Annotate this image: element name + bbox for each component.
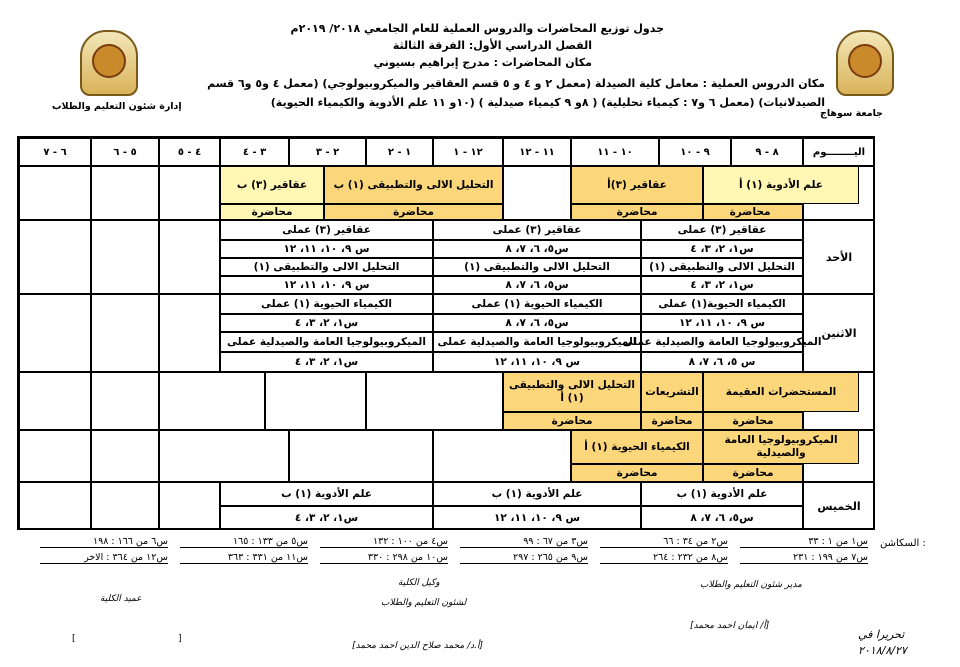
sat-lecture-label: محاضرة <box>571 204 703 220</box>
sat-lecture-label: محاضرة <box>324 204 503 220</box>
header-title: جدول توزيع المحاضرات والدروس العملية للعام الجامعي ٢٠١٨/ ٢٠١٩م <box>290 22 664 35</box>
section-range: س١٢ من ٣٦٤ : الاخر <box>40 552 168 564</box>
vice-dean-name: [أ.د/ محمد صلاح الدين احمد محمد] <box>352 641 483 651</box>
section-range: س٩ من ٢٦٥ : ٢٩٧ <box>460 552 588 564</box>
empty-cell <box>19 220 91 294</box>
written-date: ٢٠١٨/٨/٢٧ <box>858 644 907 657</box>
dean-title: عميد الكلية <box>100 594 142 604</box>
mon-sections: س ٩، ١٠، ١١، ١٢ <box>433 352 641 372</box>
tue-lecture-label: محاضرة <box>641 412 703 430</box>
empty-cell <box>159 166 220 220</box>
sat-pharmacology-a: علم الأدوية (١) أ <box>703 166 859 204</box>
sun-pharmacognosy-lab: عقاقير (٣) عملى <box>220 220 433 240</box>
empty-cell <box>19 482 91 530</box>
vice-dean-title: وكيل الكلية <box>398 578 440 588</box>
sat-lecture-label: محاضرة <box>703 204 803 220</box>
header-lab-place-cont: الصيدلانيات) (معمل ٦ و٧ : كيمياء تحليلية) ( ٨و ٩ كيمياء صيدلية ) (١٠و ١١ علم الأدوية والكيمياء الحيوية) <box>270 96 825 109</box>
mon-micro-lab: الميكروبيولوجيا العامة والصيدلية عملى <box>433 332 641 352</box>
tue-lecture-label: محاضرة <box>503 412 641 430</box>
mon-sections: س ٩، ١٠، ١١، ١٢ <box>641 314 803 332</box>
sat-pharmacognosy-a: عقاقير (٣)أ <box>571 166 703 204</box>
day-sunday: الأحد <box>803 220 875 294</box>
sun-sections: س١، ٢، ٣، ٤ <box>641 276 803 294</box>
empty-cell <box>91 372 159 430</box>
time-header: ٣ - ٤ <box>220 138 289 166</box>
sun-sections: س ٩، ١٠، ١١، ١٢ <box>220 240 433 258</box>
empty-cell <box>91 294 159 372</box>
empty-cell <box>91 430 159 482</box>
mon-biochem-lab: الكيمياء الحيوية (١) عملى <box>433 294 641 314</box>
timetable <box>17 136 875 530</box>
section-range: س٧ من ١٩٩ : ٢٣١ <box>740 552 868 564</box>
empty-cell <box>19 166 91 220</box>
time-header: ٩ - ١٠ <box>659 138 731 166</box>
empty-cell <box>159 294 220 372</box>
department-name: إدارة شئون التعليم والطلاب <box>52 101 182 112</box>
header-semester: الفصل الدراسي الأول: الفرقة الثالثة <box>392 39 592 52</box>
director-name: [أ/ ايمان احمد محمد] <box>690 621 770 631</box>
day-column-header: اليــــــــوم <box>803 138 875 166</box>
mon-sections: س١، ٢، ٣، ٤ <box>220 314 433 332</box>
dean-bracket: [ <box>72 634 76 644</box>
written-label: تحريرا في <box>858 628 905 641</box>
section-range: س١ من ١ : ٣٣ <box>740 536 868 548</box>
thu-pharmacology-b: علم الأدوية (١) ب <box>433 482 641 506</box>
mon-sections: س ٥، ٦، ٧، ٨ <box>641 352 803 372</box>
header-lecture-place: مكان المحاضرات : مدرج إبراهيم بسيوني <box>373 56 592 69</box>
empty-cell <box>159 430 289 482</box>
sat-lecture-label: محاضرة <box>220 204 324 220</box>
sun-pharmacognosy-lab: عقاقير (٣) عملى <box>433 220 641 240</box>
thu-sections: س ٩، ١٠، ١١، ١٢ <box>433 506 641 530</box>
section-range: س٢ من ٣٤ : ٦٦ <box>600 536 728 548</box>
mon-sections: س١، ٢، ٣، ٤ <box>220 352 433 372</box>
sun-sections: س١، ٢، ٣، ٤ <box>641 240 803 258</box>
section-range: س٨ من ٢٣٢ : ٢٦٤ <box>600 552 728 564</box>
empty-cell <box>433 430 571 482</box>
sun-analytical-lab: التحليل الالى والتطبيقى (١) <box>220 258 433 276</box>
thu-pharmacology-b: علم الأدوية (١) ب <box>641 482 803 506</box>
wed-biochem-a: الكيمياء الحيوية (١) أ <box>571 430 703 464</box>
mon-micro-lab: الميكروبيولوجيا العامة والصيدلية عملى <box>641 332 803 352</box>
empty-cell <box>265 372 366 430</box>
sun-sections: س٥، ٦، ٧، ٨ <box>433 240 641 258</box>
empty-cell <box>159 220 220 294</box>
sun-sections: س ٩، ١٠، ١١، ١٢ <box>220 276 433 294</box>
time-header: ٦ - ٧ <box>19 138 91 166</box>
sun-analytical-lab: التحليل الالى والتطبيقى (١) <box>641 258 803 276</box>
empty-cell <box>159 372 265 430</box>
sections-label: السكاشن : <box>880 538 926 549</box>
sat-analytical-b: التحليل الالى والتطبيقى (١) ب <box>324 166 503 204</box>
day-thursday: الخميس <box>803 482 875 530</box>
sat-pharmacognosy-b: عقاقير (٣) ب <box>220 166 324 204</box>
wed-microbiology: الميكروبيولوجيا العامة والصيدلية <box>703 430 859 464</box>
tue-legislation: التشريعات <box>641 372 703 412</box>
tue-sterile-products: المستحضرات العقيمة <box>703 372 859 412</box>
empty-cell <box>19 294 91 372</box>
director-title: مدير شئون التعليم والطلاب <box>700 580 802 590</box>
empty-cell <box>366 372 503 430</box>
wed-lecture-label: محاضرة <box>571 464 703 482</box>
empty-cell <box>503 166 571 220</box>
sun-analytical-lab: التحليل الالى والتطبيقى (١) <box>433 258 641 276</box>
day-monday: الاثنين <box>803 294 875 372</box>
dean-bracket: ] <box>178 634 182 644</box>
wed-lecture-label: محاضرة <box>703 464 803 482</box>
section-range: س٣ من ٦٧ : ٩٩ <box>460 536 588 548</box>
empty-cell <box>19 372 91 430</box>
time-header: ١٠ - ١١ <box>571 138 659 166</box>
time-header: ١٢ - ١ <box>433 138 503 166</box>
section-range: س٦ من ١٦٦ : ١٩٨ <box>40 536 168 548</box>
section-range: س٥ من ١٣٣ : ١٦٥ <box>180 536 308 548</box>
sun-pharmacognosy-lab: عقاقير (٣) عملى <box>641 220 803 240</box>
mon-biochem-lab: الكيمياء الحيوية(١) عملى <box>641 294 803 314</box>
vice-dean-subtitle: لشئون التعليم والطلاب <box>381 598 467 608</box>
time-header: ٢ - ٣ <box>289 138 366 166</box>
sun-sections: س٥، ٦، ٧، ٨ <box>433 276 641 294</box>
empty-cell <box>91 166 159 220</box>
mon-biochem-lab: الكيمياء الحيوية (١) عملى <box>220 294 433 314</box>
time-header: ٨ - ٩ <box>731 138 803 166</box>
empty-cell <box>289 430 433 482</box>
thu-sections: س١، ٢، ٣، ٤ <box>220 506 433 530</box>
empty-cell <box>91 482 159 530</box>
tue-analytical-a: التحليل الالى والتطبيقى (١) أ <box>503 372 641 412</box>
faculty-logo-left <box>80 30 138 96</box>
university-logo-right <box>836 30 894 96</box>
header-lab-place: مكان الدروس العملية : معامل كلية الصيدلة (معمل ٢ و ٤ و ٥ قسم العقاقير والميكروبيولوجي) (معمل ٤ و٥ و٦ قسم <box>207 77 825 90</box>
thu-sections: س٥، ٦، ٧، ٨ <box>641 506 803 530</box>
thu-pharmacology-b: علم الأدوية (١) ب <box>220 482 433 506</box>
empty-cell <box>91 220 159 294</box>
section-range: س١١ من ٣٣١ : ٣٦٣ <box>180 552 308 564</box>
mon-micro-lab: الميكروبيولوجيا العامة والصيدلية عملى <box>220 332 433 352</box>
mon-sections: س٥، ٦، ٧، ٨ <box>433 314 641 332</box>
time-header: ١١ - ١٢ <box>503 138 571 166</box>
time-header: ٤ - ٥ <box>159 138 220 166</box>
empty-cell <box>19 430 91 482</box>
section-range: س١٠ من ٢٩٨ : ٣٣٠ <box>320 552 448 564</box>
tue-lecture-label: محاضرة <box>703 412 803 430</box>
empty-cell <box>159 482 220 530</box>
time-header: ١ - ٢ <box>366 138 433 166</box>
time-header: ٥ - ٦ <box>91 138 159 166</box>
section-range: س٤ من ١٠٠ : ١٣٢ <box>320 536 448 548</box>
university-name: جامعة سوهاج <box>820 108 884 119</box>
